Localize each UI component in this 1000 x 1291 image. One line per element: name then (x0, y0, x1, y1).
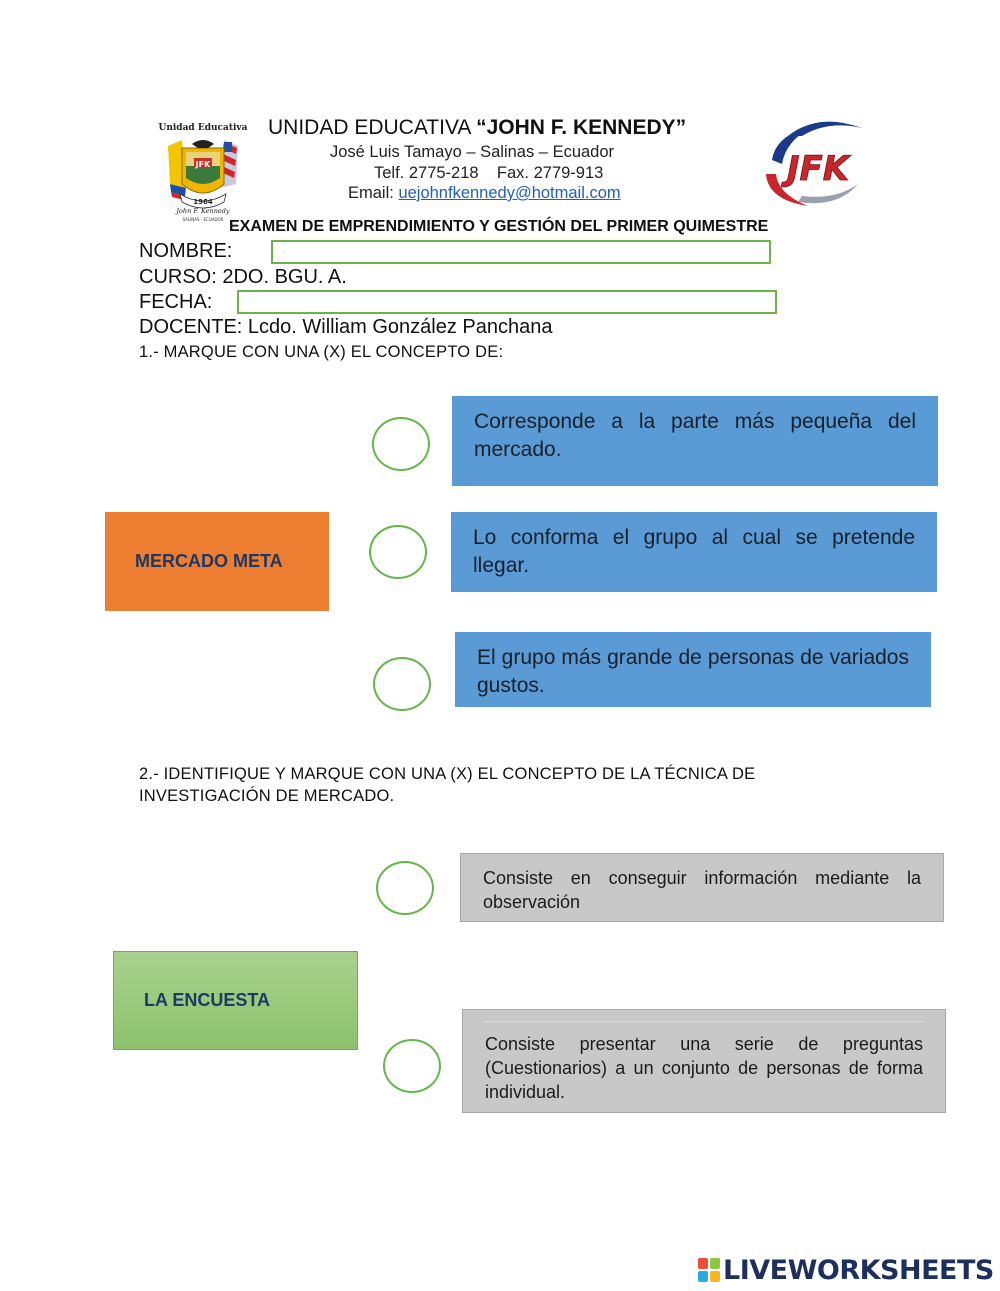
seal-bottom-text: SALINAS - ECUADOR (182, 217, 224, 222)
email-link[interactable]: uejohnfkennedy@hotmail.com (398, 184, 621, 202)
answer-circle-1c[interactable] (373, 657, 431, 711)
option-box-1c (455, 632, 931, 707)
question-1-prompt: 1.- MARQUE CON UNA (X) EL CONCEPTO DE: (139, 343, 504, 361)
fecha-label: FECHA: (139, 291, 213, 313)
school-name-bold: “JOHN F. KENNEDY” (476, 116, 687, 139)
answer-circle-2a[interactable] (376, 861, 434, 915)
seal-year: 1964 (193, 198, 213, 206)
school-address: José Luis Tamayo – Salinas – Ecuador (330, 143, 615, 161)
nombre-input[interactable] (271, 240, 771, 264)
seal-center-text: JFK (195, 160, 211, 169)
seal-signature: John F. Kennedy (176, 207, 230, 215)
option-box-1a (452, 396, 938, 486)
docente-label: DOCENTE: Lcdo. William González Panchana (139, 316, 553, 338)
email-label: Email: (348, 184, 399, 202)
school-seal (158, 118, 248, 222)
liveworksheets-icon (698, 1258, 720, 1282)
nombre-label: NOMBRE: (139, 240, 233, 262)
option-text-1a: Corresponde a la parte más pequeña del mercado. (474, 410, 916, 461)
concept-box-la-encuesta (113, 951, 358, 1050)
school-fax: Fax. 2779-913 (496, 164, 604, 182)
question-2-prompt-line2: INVESTIGACIÓN DE MERCADO. (139, 787, 395, 805)
dotted-divider (485, 1021, 923, 1022)
liveworksheets-watermark (698, 1255, 994, 1285)
school-name-prefix: UNIDAD EDUCATIVA (268, 116, 477, 139)
option-box-1b (451, 512, 937, 592)
answer-circle-1b[interactable] (369, 525, 427, 579)
jfk-logo-text: JFK (786, 149, 850, 189)
jfk-logo (758, 114, 868, 210)
seal-top-text: Unidad Educativa (158, 123, 248, 133)
concept-label-2: LA ENCUESTA (144, 990, 270, 1010)
option-box-2a (460, 853, 944, 922)
concept-label-1: MERCADO META (135, 551, 283, 571)
option-text-1c: El grupo más grande de personas de variados gustos. (477, 646, 909, 697)
question-2-prompt-line1: 2.- IDENTIFIQUE Y MARQUE CON UNA (X) EL CONCEPTO DE LA TÉCNICA DE (139, 765, 756, 783)
exam-title: EXAMEN DE EMPRENDIMIENTO Y GESTIÓN DEL PRIMER QUIMESTRE (229, 218, 769, 235)
option-text-2a: Consiste en conseguir información mediante la observación (483, 868, 921, 912)
option-box-2b (462, 1009, 946, 1113)
concept-box-mercado-meta (105, 512, 329, 611)
curso-label: CURSO: 2DO. BGU. A. (139, 266, 347, 288)
school-phones (374, 164, 603, 183)
answer-circle-1a[interactable] (372, 417, 430, 471)
school-email-line (348, 184, 621, 203)
liveworksheets-text: LIVEWORKSHEETS (723, 1254, 994, 1286)
school-phone: Telf. 2775-218 (374, 164, 479, 182)
school-name (268, 116, 686, 140)
answer-circle-2b[interactable] (383, 1039, 441, 1093)
option-text-2b: Consiste presentar una serie de preguntas (Cuestionarios) a un conjunto de personas de forma individual. (485, 1034, 923, 1102)
fecha-input[interactable] (237, 290, 777, 314)
option-text-1b: Lo conforma el grupo al cual se pretende llegar. (473, 526, 915, 577)
